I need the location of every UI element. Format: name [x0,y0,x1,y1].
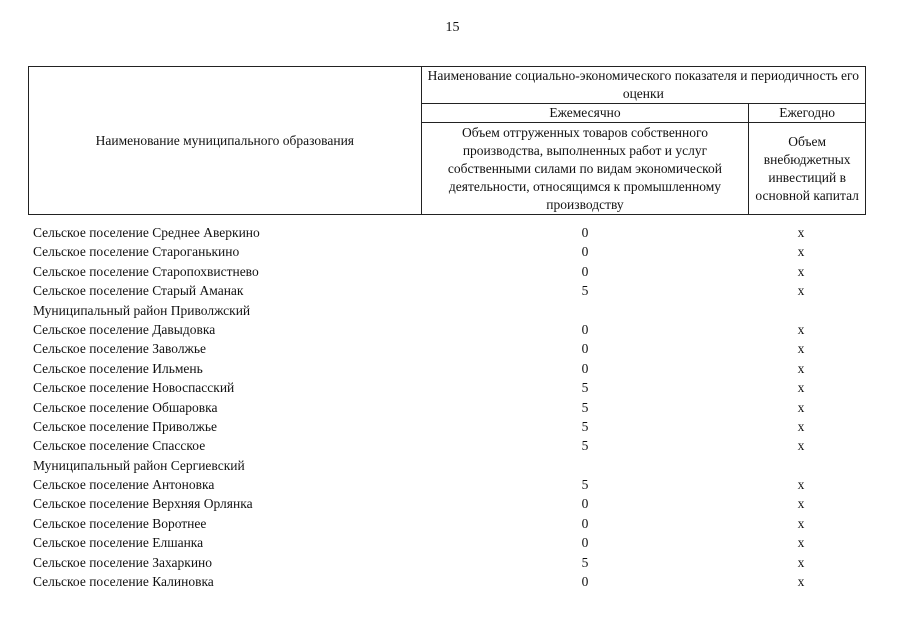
table-row [33,262,863,281]
yearly-value: x [797,438,805,454]
column-header-municipality: Наименование муниципального образования [29,67,422,215]
yearly-value: x [797,341,805,357]
municipality-name: Сельское поселение Новоспасский [33,380,235,396]
yearly-value: x [797,535,805,551]
yearly-value: x [797,283,805,299]
municipality-name: Сельское поселение Обшаровка [33,399,218,415]
municipality-name: Сельское поселение Антоновка [33,477,215,493]
yearly-label: Ежегодно [749,104,866,123]
yearly-value: x [797,244,805,260]
yearly-value: x [797,574,805,590]
table-row [33,398,863,417]
table-row [33,514,863,533]
district-heading-row [33,301,863,320]
yearly-value: x [797,496,805,512]
table-row [33,339,863,358]
monthly-value: 5 [581,380,589,396]
monthly-value: 5 [581,418,589,434]
table-row [33,572,863,591]
monthly-value: 0 [581,341,589,357]
yearly-value: x [797,399,805,415]
municipality-name: Сельское поселение Захаркино [33,554,213,570]
municipality-name: Сельское поселение Старый Аманак [33,283,244,299]
yearly-value: x [797,263,805,279]
municipality-name: Сельское поселение Елшанка [33,535,204,551]
table-row [33,553,863,572]
monthly-value: 0 [581,574,589,590]
monthly-value: 0 [581,360,589,376]
municipality-name: Сельское поселение Калиновка [33,574,214,590]
table-row [33,378,863,397]
municipality-name: Сельское поселение Воротнее [33,515,207,531]
yearly-value: x [797,418,805,434]
table-row [33,533,863,552]
table-row [33,417,863,436]
yearly-value: x [797,554,805,570]
monthly-value: 0 [581,244,589,260]
monthly-value: 0 [581,496,589,512]
table-row [33,320,863,339]
municipality-name: Сельское поселение Спасское [33,438,206,454]
municipality-name: Сельское поселение Верхняя Орлянка [33,496,253,512]
monthly-value: 0 [581,225,589,240]
monthly-indicator-description: Объем отгруженных товаров собственного производства, выполненных работ и услуг собственными силами по видам экономической деятельности, относящимся к промышленному производству [421,123,749,215]
monthly-value: 0 [581,535,589,551]
monthly-value: 5 [581,399,589,415]
municipality-name: Сельское поселение Старопохвистнево [33,263,259,279]
monthly-value: 5 [581,554,589,570]
yearly-value: x [797,380,805,396]
monthly-label: Ежемесячно [421,104,749,123]
yearly-value: x [797,321,805,337]
monthly-value: 5 [581,438,589,454]
district-name: Муниципальный район Приволжский [33,302,251,318]
municipality-name: Сельское поселение Ильмень [33,360,203,376]
district-heading-row [33,456,863,475]
municipality-name: Сельское поселение Среднее Аверкино [33,225,260,240]
indicator-title: Наименование социально-экономического показателя и периодичность его оценки [421,67,865,104]
municipality-name: Сельское поселение Заволжье [33,341,207,357]
data-rows [33,223,863,591]
table-row [33,436,863,455]
district-name: Муниципальный район Сергиевский [33,457,245,473]
monthly-value: 0 [581,263,589,279]
monthly-value: 5 [581,477,589,493]
yearly-value: x [797,225,805,240]
table-row [33,494,863,513]
municipality-name: Сельское поселение Староганькино [33,244,240,260]
page-number: 15 [445,20,460,35]
yearly-value: x [797,360,805,376]
monthly-value: 0 [581,515,589,531]
table-row [33,223,863,242]
monthly-value: 5 [581,283,589,299]
municipality-name: Сельское поселение Приволжье [33,418,217,434]
yearly-value: x [797,477,805,493]
municipality-name: Сельское поселение Давыдовка [33,321,216,337]
monthly-value: 0 [581,321,589,337]
table-row [33,242,863,261]
yearly-value: x [797,515,805,531]
table-row [33,281,863,300]
table-row [33,475,863,494]
table-row [33,359,863,378]
yearly-indicator-description: Объем внебюджетных инвестиций в основной капитал [749,123,866,215]
table-header [28,66,866,215]
